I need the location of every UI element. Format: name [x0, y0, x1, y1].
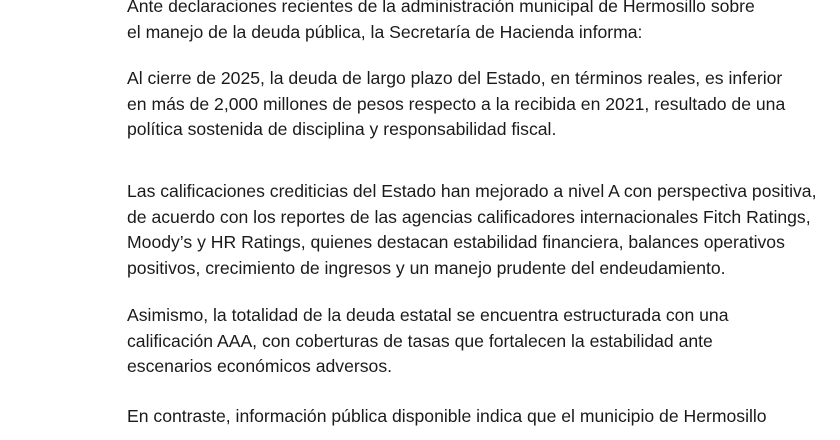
text-line: calificación AAA, con coberturas de tasas que fortalecen la estabilidad ante [127, 330, 713, 351]
text-line: Ante declaraciones recientes de la administración municipal de Hermosillo sobre [127, 0, 755, 16]
text-line: Asimismo, la totalidad de la deuda estatal se encuentra estructurada con una [127, 305, 729, 325]
text-line: Las calificaciones crediticias del Estado han mejorado a nivel A con perspectiva positiva, [127, 181, 817, 201]
ratings-paragraph [127, 179, 817, 281]
text-line: de acuerdo con los reportes de las agencias calificadores internacionales Fitch Ratings, [127, 206, 811, 227]
text-line: Al cierre de 2025, la deuda de largo plazo del Estado, en términos reales, es inferior [127, 68, 783, 88]
text-line: política sostenida de disciplina y responsabilidad fiscal. [127, 119, 557, 139]
text-line: el manejo de la deuda pública, la Secretaría de Hacienda informa: [127, 21, 643, 42]
structure-paragraph [127, 303, 729, 380]
text-line: en más de 2,000 millones de pesos respecto a la recibida en 2021, resultado de una [127, 93, 786, 114]
text-line: En contraste, información pública disponible indica que el municipio de Hermosillo [127, 406, 767, 426]
debt-paragraph [127, 66, 786, 143]
intro-paragraph [127, 0, 755, 45]
text-line: positivos, crecimiento de ingresos y un manejo prudente del endeudamiento. [127, 257, 726, 278]
text-line: Moody’s y HR Ratings, quienes destacan estabilidad financiera, balances operativos [127, 232, 785, 252]
text-line: escenarios económicos adversos. [127, 356, 393, 376]
contrast-paragraph [127, 404, 767, 430]
